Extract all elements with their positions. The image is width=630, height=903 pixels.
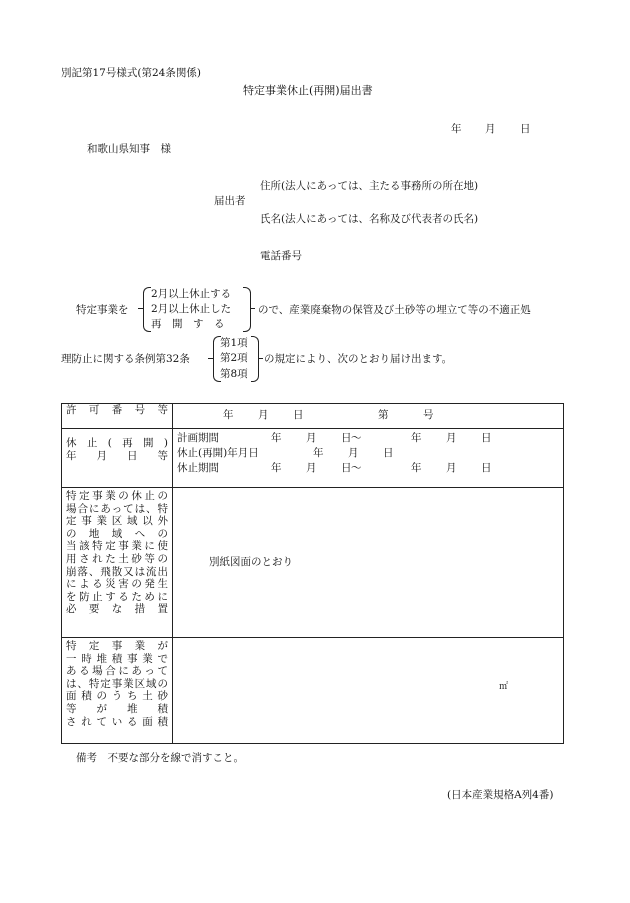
period-start-month: 月 xyxy=(306,462,317,474)
suspension-period-label: 休止期間 xyxy=(177,462,219,474)
area-label-line: 特定事業が xyxy=(66,640,168,652)
table-row xyxy=(62,429,564,488)
stockpile-area-value-cell[interactable] xyxy=(173,638,564,744)
area-label-line: 面積のうち土砂 xyxy=(66,690,168,703)
permit-month: 月 xyxy=(258,409,269,421)
measures-label-line: の地域への xyxy=(66,527,168,540)
table-row xyxy=(62,404,564,429)
statement-tail: の規定により、次のとおり届け出ます。 xyxy=(264,353,453,365)
paper-size-footer: (日本産業規格A列4番) xyxy=(447,789,554,801)
form-number: 別記第17号様式(第24条関係) xyxy=(61,67,201,79)
permit-no-prefix: 第 xyxy=(378,409,389,421)
suspension-date-label-line2: 年月日等 xyxy=(66,449,168,462)
addressee: 和歌山県知事 様 xyxy=(87,143,171,155)
permit-number-label-cell xyxy=(62,404,173,429)
left-brace-1-tip xyxy=(138,308,143,309)
notifier-name: 氏名(法人にあっては、名称及び代表者の氏名) xyxy=(260,213,479,225)
plan-end-month: 月 xyxy=(446,432,457,444)
area-label-line: ある場合にあって xyxy=(66,665,168,678)
measures-label-line: 特定事業の休止の xyxy=(66,490,168,502)
suspension-date-value-cell[interactable] xyxy=(173,429,564,488)
statement-lead: 特定事業を xyxy=(76,304,129,316)
notification-table xyxy=(61,403,564,744)
period-end-month: 月 xyxy=(446,462,457,474)
measures-label-line: 必要な措置 xyxy=(66,603,168,616)
right-brace-2 xyxy=(251,336,259,382)
area-label-line: 等が堆積 xyxy=(66,702,168,715)
area-label-line: されている面積 xyxy=(66,715,168,728)
permit-day: 日 xyxy=(293,409,304,421)
permit-no-suffix: 号 xyxy=(423,409,434,421)
plan-tilde: ～ xyxy=(351,432,362,444)
period-end-day: 日 xyxy=(481,462,492,474)
period-start-year: 年 xyxy=(271,462,282,474)
measures-label-line: 定事業区域以外 xyxy=(66,515,168,528)
area-label-line: 一時堆積事業で xyxy=(66,652,168,665)
measures-label-line: による災害の発生 xyxy=(66,578,168,591)
notifier-phone: 電話番号 xyxy=(260,250,302,262)
plan-end-day: 日 xyxy=(481,432,492,444)
date-day: 日 xyxy=(520,123,531,135)
resume-year: 年 xyxy=(313,447,324,459)
table-row xyxy=(62,638,564,744)
suspension-date-label-cell xyxy=(62,429,173,488)
clause-1: 第1項 xyxy=(220,337,248,349)
clause-2: 第2項 xyxy=(220,352,248,364)
suspension-date-label-line1: 休止(再開) xyxy=(66,437,168,449)
plan-start-year: 年 xyxy=(271,432,282,444)
measures-label-line: 用された土砂等の xyxy=(66,552,168,565)
plan-start-month: 月 xyxy=(306,432,317,444)
resume-month: 月 xyxy=(348,447,359,459)
document-title: 特定事業休止(再開)届出書 xyxy=(243,84,373,97)
stockpile-area-label-cell xyxy=(62,638,173,744)
left-brace-2-tip xyxy=(208,358,213,359)
prevention-measures-label-cell xyxy=(62,488,173,638)
measures-label-line: 場合にあっては、特 xyxy=(66,502,168,515)
date-year: 年 xyxy=(451,123,462,135)
date-month: 月 xyxy=(485,123,496,135)
permit-number-label: 許可番号等 xyxy=(66,404,168,416)
plan-start-day: 日 xyxy=(341,432,352,444)
statement-mid: ので、産業廃棄物の保管及び土砂等の埋立て等の不適正処 xyxy=(258,304,531,316)
permit-number-value-cell[interactable] xyxy=(173,404,564,429)
measures-label-line: 崩落、飛散又は流出 xyxy=(66,565,168,578)
notifier-label: 届出者 xyxy=(214,195,246,207)
period-start-day: 日 xyxy=(341,462,352,474)
plan-end-year: 年 xyxy=(411,432,422,444)
clause-8: 第8項 xyxy=(220,368,248,380)
table-row xyxy=(62,488,564,638)
area-unit: ㎡ xyxy=(499,682,509,692)
period-end-year: 年 xyxy=(411,462,422,474)
permit-year: 年 xyxy=(223,409,234,421)
area-label-line: は、特定事業区域の xyxy=(66,677,168,690)
statement-line2-lead: 理防止に関する条例第32条 xyxy=(61,353,190,365)
measures-content: 別紙図面のとおり xyxy=(209,556,293,568)
right-brace-2-tip xyxy=(258,358,263,359)
choice-2: 2月以上休止した xyxy=(151,303,232,315)
notifier-address: 住所(法人にあっては、主たる事務所の所在地) xyxy=(260,180,479,192)
choice-1: 2月以上休止する xyxy=(151,288,232,300)
right-brace-1 xyxy=(243,287,251,332)
right-brace-1-tip xyxy=(250,308,255,309)
note: 備考 不要な部分を線で消すこと。 xyxy=(76,752,244,764)
plan-period-label: 計画期間 xyxy=(177,432,219,444)
choice-3: 再 開 す る xyxy=(151,318,225,330)
measures-label-line: を防止するために xyxy=(66,590,168,603)
measures-label-line: 当該特定事業に使 xyxy=(66,540,168,553)
prevention-measures-value-cell[interactable] xyxy=(173,488,564,638)
resume-day: 日 xyxy=(383,447,394,459)
left-brace-1 xyxy=(143,287,151,332)
resume-date-label: 休止(再開)年月日 xyxy=(177,447,259,459)
period-tilde: ～ xyxy=(351,462,362,474)
